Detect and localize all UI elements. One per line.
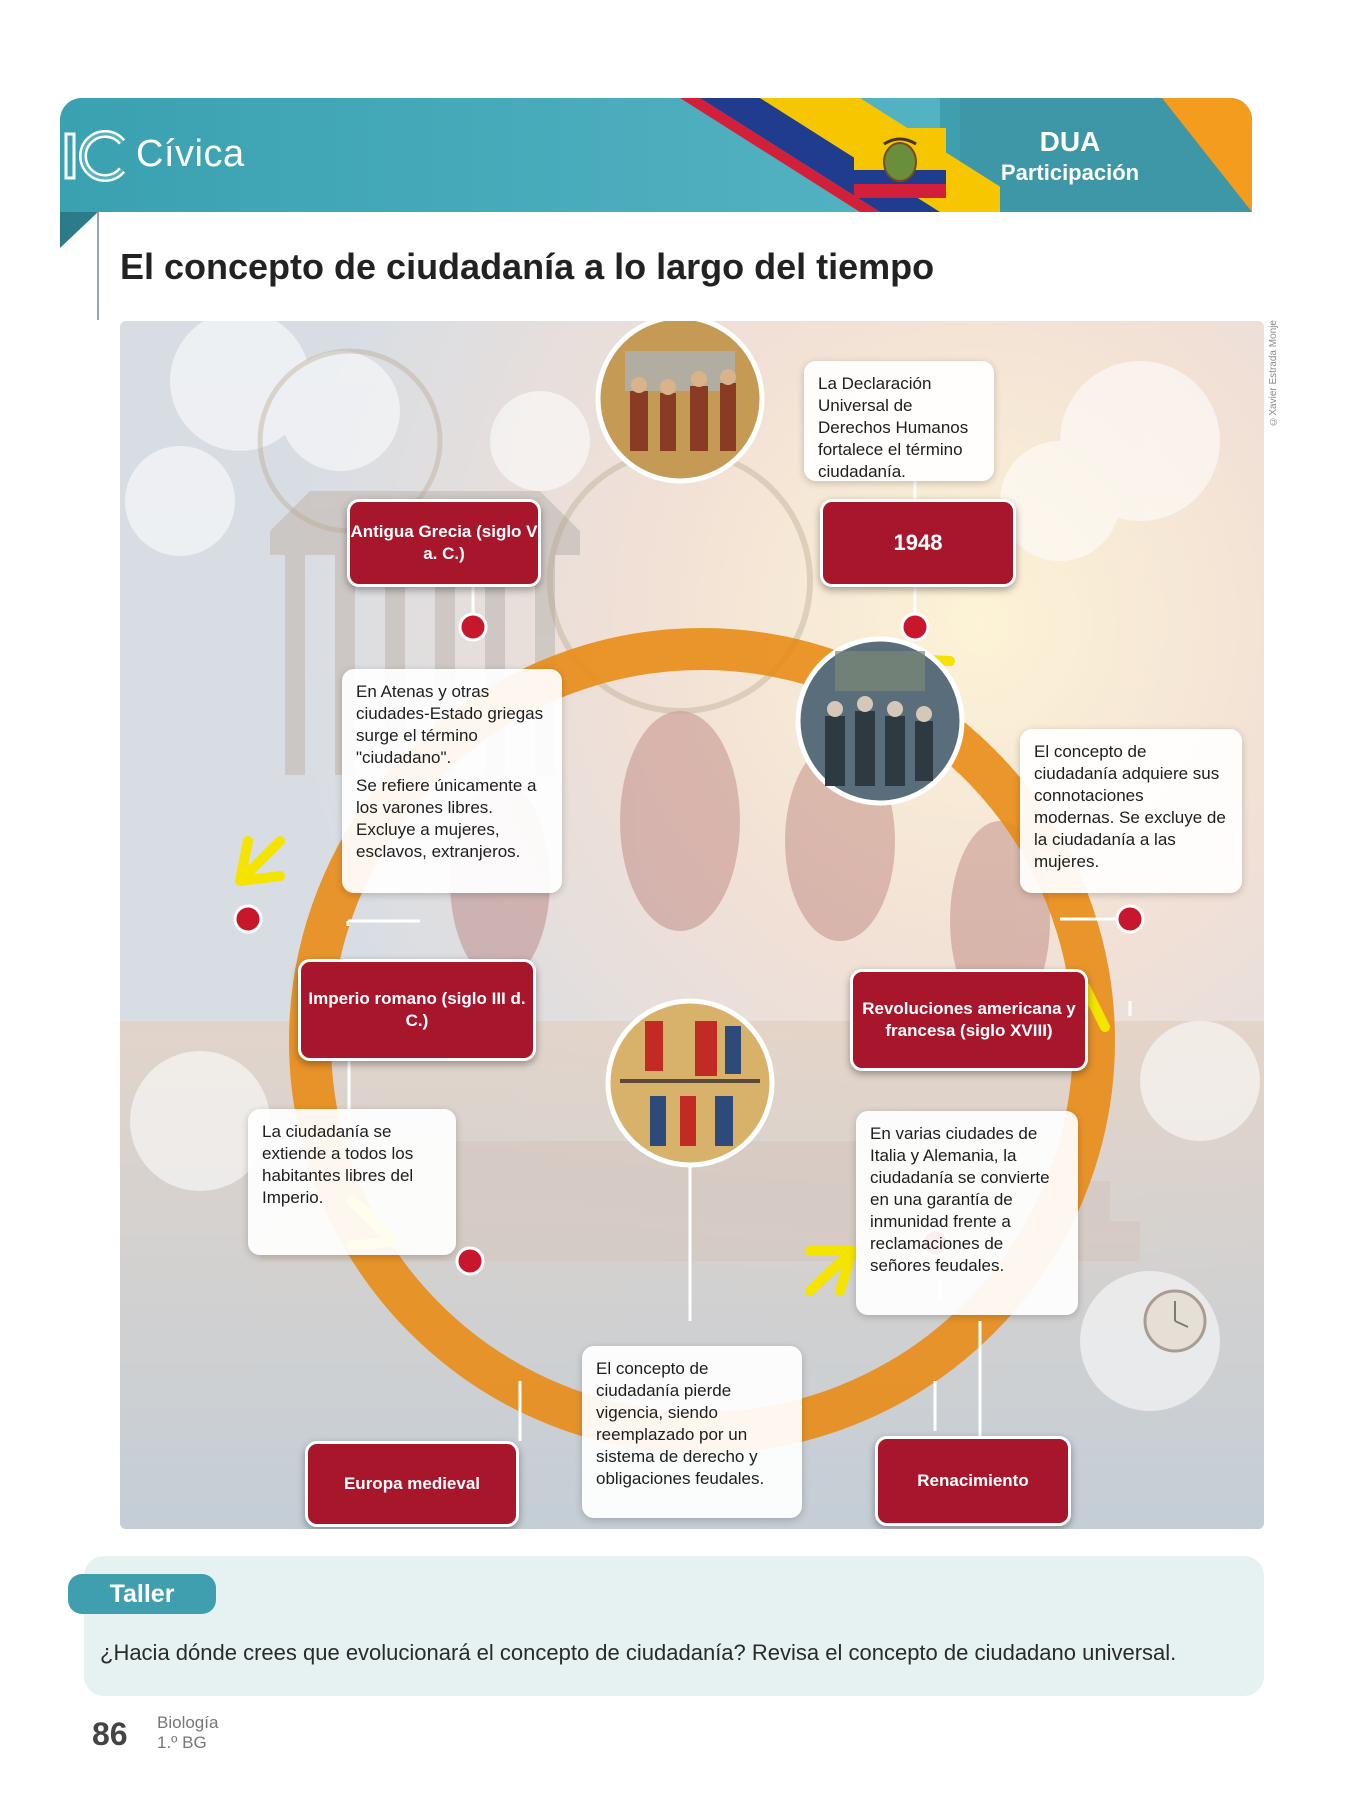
taller-tab: Taller — [68, 1574, 216, 1614]
text-antigua-grecia: En Atenas y otras ciudades-Estado griegas surge el término "ciudadano". Se refiere únicamente a los varones libres. Excluye a mujeres, esclavos, extranjeros. — [342, 669, 562, 893]
timeline-dot — [902, 614, 928, 640]
dua-title: DUA — [1039, 126, 1101, 157]
timeline-dot — [235, 906, 261, 932]
text-europa-medieval: El concepto de ciudadanía pierde vigencia, siendo reemplazado por un sistema de derecho y obligaciones feudales. — [582, 1346, 802, 1518]
timeline-dot — [457, 1248, 483, 1274]
dua-subtitle: Participación — [1000, 160, 1140, 185]
text-revoluciones: El concepto de ciudadanía adquiere sus connotaciones modernas. Se excluye de la ciudadanía a las mujeres. — [1020, 729, 1242, 893]
footer-subject: Biología — [157, 1713, 219, 1732]
label-renacimiento: Renacimiento — [875, 1436, 1071, 1526]
citizenship-timeline-infographic — [120, 321, 1264, 1529]
footer-grade: 1.º BG — [157, 1733, 207, 1752]
timeline-dot — [460, 614, 486, 640]
header-fold — [60, 212, 98, 248]
page-number: 86 — [92, 1716, 128, 1752]
label-antigua-grecia: Antigua Grecia (siglo V a. C.) — [347, 499, 541, 587]
taller-question: ¿Hacia dónde crees que evolucionará el concepto de ciudadanía? Revisa el concepto de ciudadano universal. — [100, 1640, 1177, 1665]
taller-panel — [84, 1556, 1264, 1696]
title-rule — [97, 212, 99, 320]
text-1948: La Declaración Universal de Derechos Humanos fortalece el término ciudadanía. — [804, 361, 994, 481]
american-revolution-painting — [798, 639, 962, 803]
ancient-greece-painting — [598, 321, 762, 481]
label-1948: 1948 — [820, 499, 1016, 587]
label-imperio-romano: Imperio romano (siglo III d. C.) — [298, 959, 536, 1061]
renaissance-painting — [608, 1001, 772, 1165]
section-title: Cívica — [136, 133, 245, 175]
label-europa-medieval: Europa medieval — [305, 1441, 519, 1527]
page-title: El concepto de ciudadanía a lo largo del tiempo — [120, 246, 935, 287]
text-imperio-romano: La ciudadanía se extiende a todos los habitantes libres del Imperio. — [248, 1109, 456, 1255]
ecuador-flag-ribbon-icon — [640, 98, 1000, 212]
label-revoluciones: Revoluciones americana y francesa (siglo XVIII) — [850, 969, 1088, 1071]
timeline-dot — [1117, 906, 1143, 932]
ic-logo-icon — [64, 130, 126, 182]
text-renacimiento: En varias ciudades de Italia y Alemania, la ciudadanía se convierte en una garantía de inmunidad frente a reclamaciones de señores feudales. — [856, 1111, 1078, 1315]
image-credit: ©Xavier Estrada Monje — [1268, 320, 1279, 427]
